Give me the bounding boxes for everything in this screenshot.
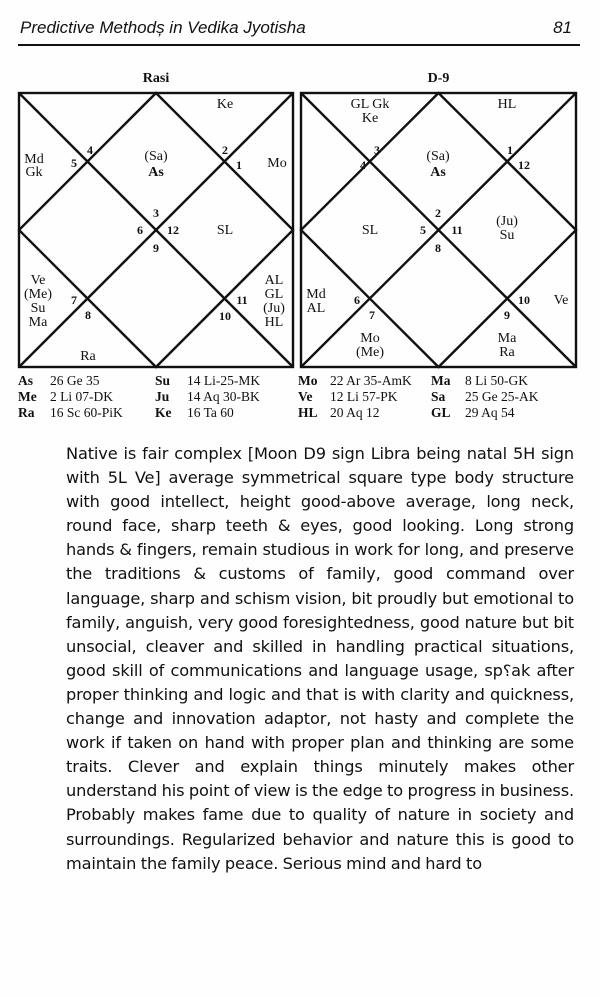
position-value: 2 Li 07-DK: [50, 389, 113, 404]
d9-sign-number: 1: [507, 143, 513, 157]
positions-row: [18, 389, 596, 405]
position-value: 16 Ta 60: [187, 405, 234, 420]
d9-h8-planet: Ra: [499, 345, 515, 360]
rasi-sign-number: 1: [236, 158, 242, 172]
d9-chart-lines: [301, 93, 576, 367]
position-key: Ke: [155, 405, 172, 420]
position-value: 20 Aq 12: [330, 405, 380, 420]
d9-h12-planet: HL: [497, 97, 517, 112]
rasi-h5-planet: (Me): [24, 287, 52, 302]
rasi-h5-planet: Ve: [30, 273, 46, 288]
d9-h10-planet: (Ju): [496, 214, 518, 229]
d9-h6-planet: (Me): [356, 345, 384, 360]
d9-sign-number: 12: [518, 158, 530, 172]
rasi-chart-lines: [19, 93, 293, 367]
positions-row: [18, 405, 596, 421]
rasi-sign-number: 2: [222, 143, 228, 157]
position-key: As: [18, 373, 34, 388]
d9-h5-planet: AL: [306, 301, 326, 316]
rasi-sign-number: 11: [236, 293, 248, 307]
rasi-h3-planet: Md: [24, 152, 44, 167]
rasi-h9-planet: HL: [264, 315, 284, 330]
d9-sign-number: 3: [374, 143, 380, 157]
d9-sign-number: 10: [518, 293, 530, 307]
d9-h2-planet: GL Gk: [350, 97, 390, 112]
position-key: HL: [298, 405, 318, 420]
d9-h4-planet: SL: [361, 223, 379, 238]
position-value: 12 Li 57-PK: [330, 389, 398, 404]
positions-table: [18, 373, 596, 421]
rasi-h3-planet: Gk: [25, 165, 43, 180]
position-key: Ra: [18, 405, 35, 420]
rasi-h2-planet: Ke: [216, 97, 234, 112]
running-title: Predictive Methodș in Vedika Jyotisha: [20, 18, 306, 37]
position-key: Ve: [298, 389, 313, 404]
d9-h5-planet: Md: [306, 287, 326, 302]
d9-h1-planet: As: [430, 165, 446, 180]
position-key: Sa: [431, 389, 446, 404]
d9-sign-number: 7: [369, 308, 375, 322]
d9-h6-planet: Mo: [360, 331, 380, 346]
d9-sign-number: 5: [420, 223, 426, 237]
rasi-h9-planet: AL: [264, 273, 284, 288]
running-head: [18, 16, 580, 46]
position-key: GL: [431, 405, 451, 420]
position-key: Su: [155, 373, 171, 388]
rasi-h6-planet: Ra: [80, 349, 96, 364]
positions-row: [18, 373, 596, 389]
position-value: 29 Aq 54: [465, 405, 515, 420]
d9-h2-planet: Ke: [361, 111, 379, 126]
page-number: 81: [553, 18, 572, 37]
rasi-h5-planet: Ma: [28, 315, 48, 330]
d9-sign-number: 2: [435, 206, 441, 220]
d9-h1-planet: (Sa): [426, 149, 450, 164]
position-value: 14 Aq 30-BK: [187, 389, 260, 404]
d9-sign-number: 8: [435, 241, 441, 255]
rasi-chart-title: Rasi: [142, 71, 170, 86]
rasi-sign-number: 5: [71, 156, 77, 170]
d9-sign-number: 4: [360, 158, 366, 172]
rasi-h9-planet: GL: [264, 287, 284, 302]
rasi-chart: [18, 92, 294, 368]
position-value: 16 Sc 60-PiK: [50, 405, 123, 420]
rasi-sign-number: 8: [85, 308, 91, 322]
position-key: Ju: [155, 389, 170, 404]
rasi-sign-number: 12: [167, 223, 179, 237]
rasi-sign-number: 4: [87, 143, 93, 157]
rasi-sign-number: 6: [137, 223, 143, 237]
d9-h10-planet: Su: [499, 228, 515, 243]
rasi-sign-number: 10: [219, 309, 231, 323]
rasi-h5-planet: Su: [30, 301, 46, 316]
d9-h9-planet: Ve: [553, 293, 569, 308]
rasi-sign-number: 7: [71, 293, 77, 307]
d9-sign-number: 11: [451, 223, 463, 237]
position-value: 14 Li-25-MK: [187, 373, 261, 388]
rasi-h1-planet: (Sa): [144, 149, 168, 164]
position-key: Ma: [431, 373, 451, 388]
position-key: Me: [18, 389, 37, 404]
position-value: 26 Ge 35: [50, 373, 100, 388]
rasi-h9-planet: (Ju): [263, 301, 285, 316]
rasi-sign-number: 9: [153, 241, 159, 255]
d9-sign-number: 6: [354, 293, 360, 307]
position-value: 25 Ge 25-AK: [465, 389, 539, 404]
d9-chart-title: D-9: [427, 71, 450, 86]
position-value: 8 Li 50-GK: [465, 373, 528, 388]
position-key: Mo: [298, 373, 318, 388]
position-value: 22 Ar 35-AmK: [330, 373, 412, 388]
body-paragraph: Native is fair complex [Moon D9 sign Libra being natal 5H sign with 5L Ve] average symmetrical square type body structure with good intellect, height good-above average, long neck, round face, sharp teeth & eyes, good looking. Long strong hands & fingers, remain studious in work for long, and preserve the traditions & customs of family, good command over language, sharp and schism vision, bit proudly but emotional to family, anguish, very good foresightedness, good nature but bit unsocial, cleaver and skilled in handling practical situations, good skill of communications and language usage, sp⸮ak after proper thinking and logic and that is with clarity and quickness, change and innovation adaptor, not hasty and complete the work if taken on hand with proper plan and thinking are some traits. Clever and explain things minutely makes other understand his point of view is the edge to progress in business. Probably makes fame due to quality of nature in society and surroundings. Regularized behavior and nature this is good to maintain the family peace. Serious mind and hard to: [66, 444, 574, 873]
rasi-h12-planet: Mo: [267, 156, 287, 171]
d9-sign-number: 9: [504, 308, 510, 322]
rasi-h10-planet: SL: [216, 223, 234, 238]
rasi-h1-planet: As: [148, 165, 164, 180]
rasi-sign-number: 3: [153, 206, 159, 220]
d9-h8-planet: Ma: [497, 331, 517, 346]
d9-chart: [300, 92, 577, 368]
